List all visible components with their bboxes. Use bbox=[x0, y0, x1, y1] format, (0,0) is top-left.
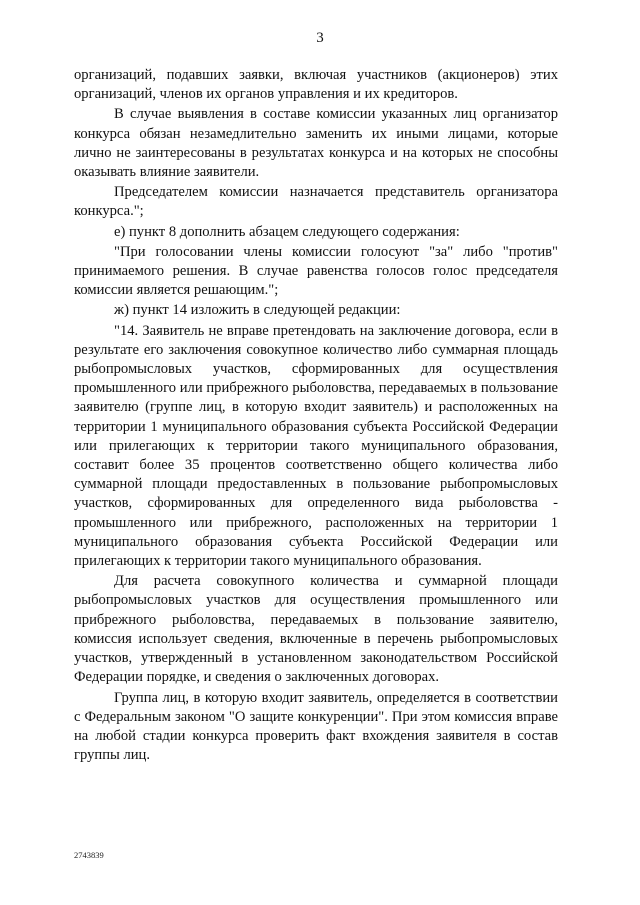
paragraph: Группа лиц, в которую входит заявитель, определяется в соответствии с Федеральным законом "О защите конкуренции". При этом комиссия вправе на любой стадии конкурса проверить факт вхождения заявителя в состав группы лиц. bbox=[74, 689, 558, 764]
paragraph: Для расчета совокупного количества и суммарной площади рыбопромысловых участков для осуществления промышленного или прибрежного рыболовства, передаваемых в пользование заявителю, комиссия использует сведения, включенные в перечень рыбопромысловых участков, утвержденный в установленном законодательством Российской Федерации порядке, и сведения о заключенных договорах. bbox=[74, 573, 558, 686]
paragraph: организаций, подавших заявки, включая участников (акционеров) этих организаций, членов их органов управления и их кредиторов. bbox=[74, 67, 558, 103]
paragraph: ж) пункт 14 изложить в следующей редакции: bbox=[114, 302, 401, 319]
paragraph: "При голосовании члены комиссии голосуют "за" либо "против" принимаемого решения. В случае равенства голосов голос председателя комиссии является решающим."; bbox=[74, 243, 558, 299]
document-id: 2743839 bbox=[74, 850, 104, 860]
paragraph: е) пункт 8 дополнить абзацем следующего содержания: bbox=[114, 223, 460, 240]
paragraph: "14. Заявитель не вправе претендовать на заключение договора, если в результате его заключения совокупное количество либо суммарная площадь рыбопромысловых участков, сформированных для осуществления промышленного или прибрежного рыболовства, передаваемых в пользование заявителю (группе лиц, в которую входит заявитель) и расположенных на территории 1 муниципального образования субъекта Российской Федерации или прилегающих к территории такого муниципального образования, составит более 35 процентов соответственно общего количества либо суммарной площади предоставленных в пользование рыбопромысловых участков, сформированных для определенного вида рыболовства - промышленного или прибрежного, расположенных на территории 1 муниципального образования субъекта Российской Федерации или прилегающих к территории такого муниципального образования. bbox=[74, 322, 558, 570]
paragraph: Председателем комиссии назначается представитель организатора конкурса."; bbox=[74, 184, 558, 220]
paragraph: В случае выявления в составе комиссии указанных лиц организатор конкурса обязан незамедлительно заменить их иными лицами, которые лично не заинтересованы в результатах конкурса и на которых не способны оказывать влияние заявители. bbox=[74, 106, 558, 181]
document-body bbox=[74, 66, 558, 766]
page-number: 3 bbox=[316, 30, 324, 46]
